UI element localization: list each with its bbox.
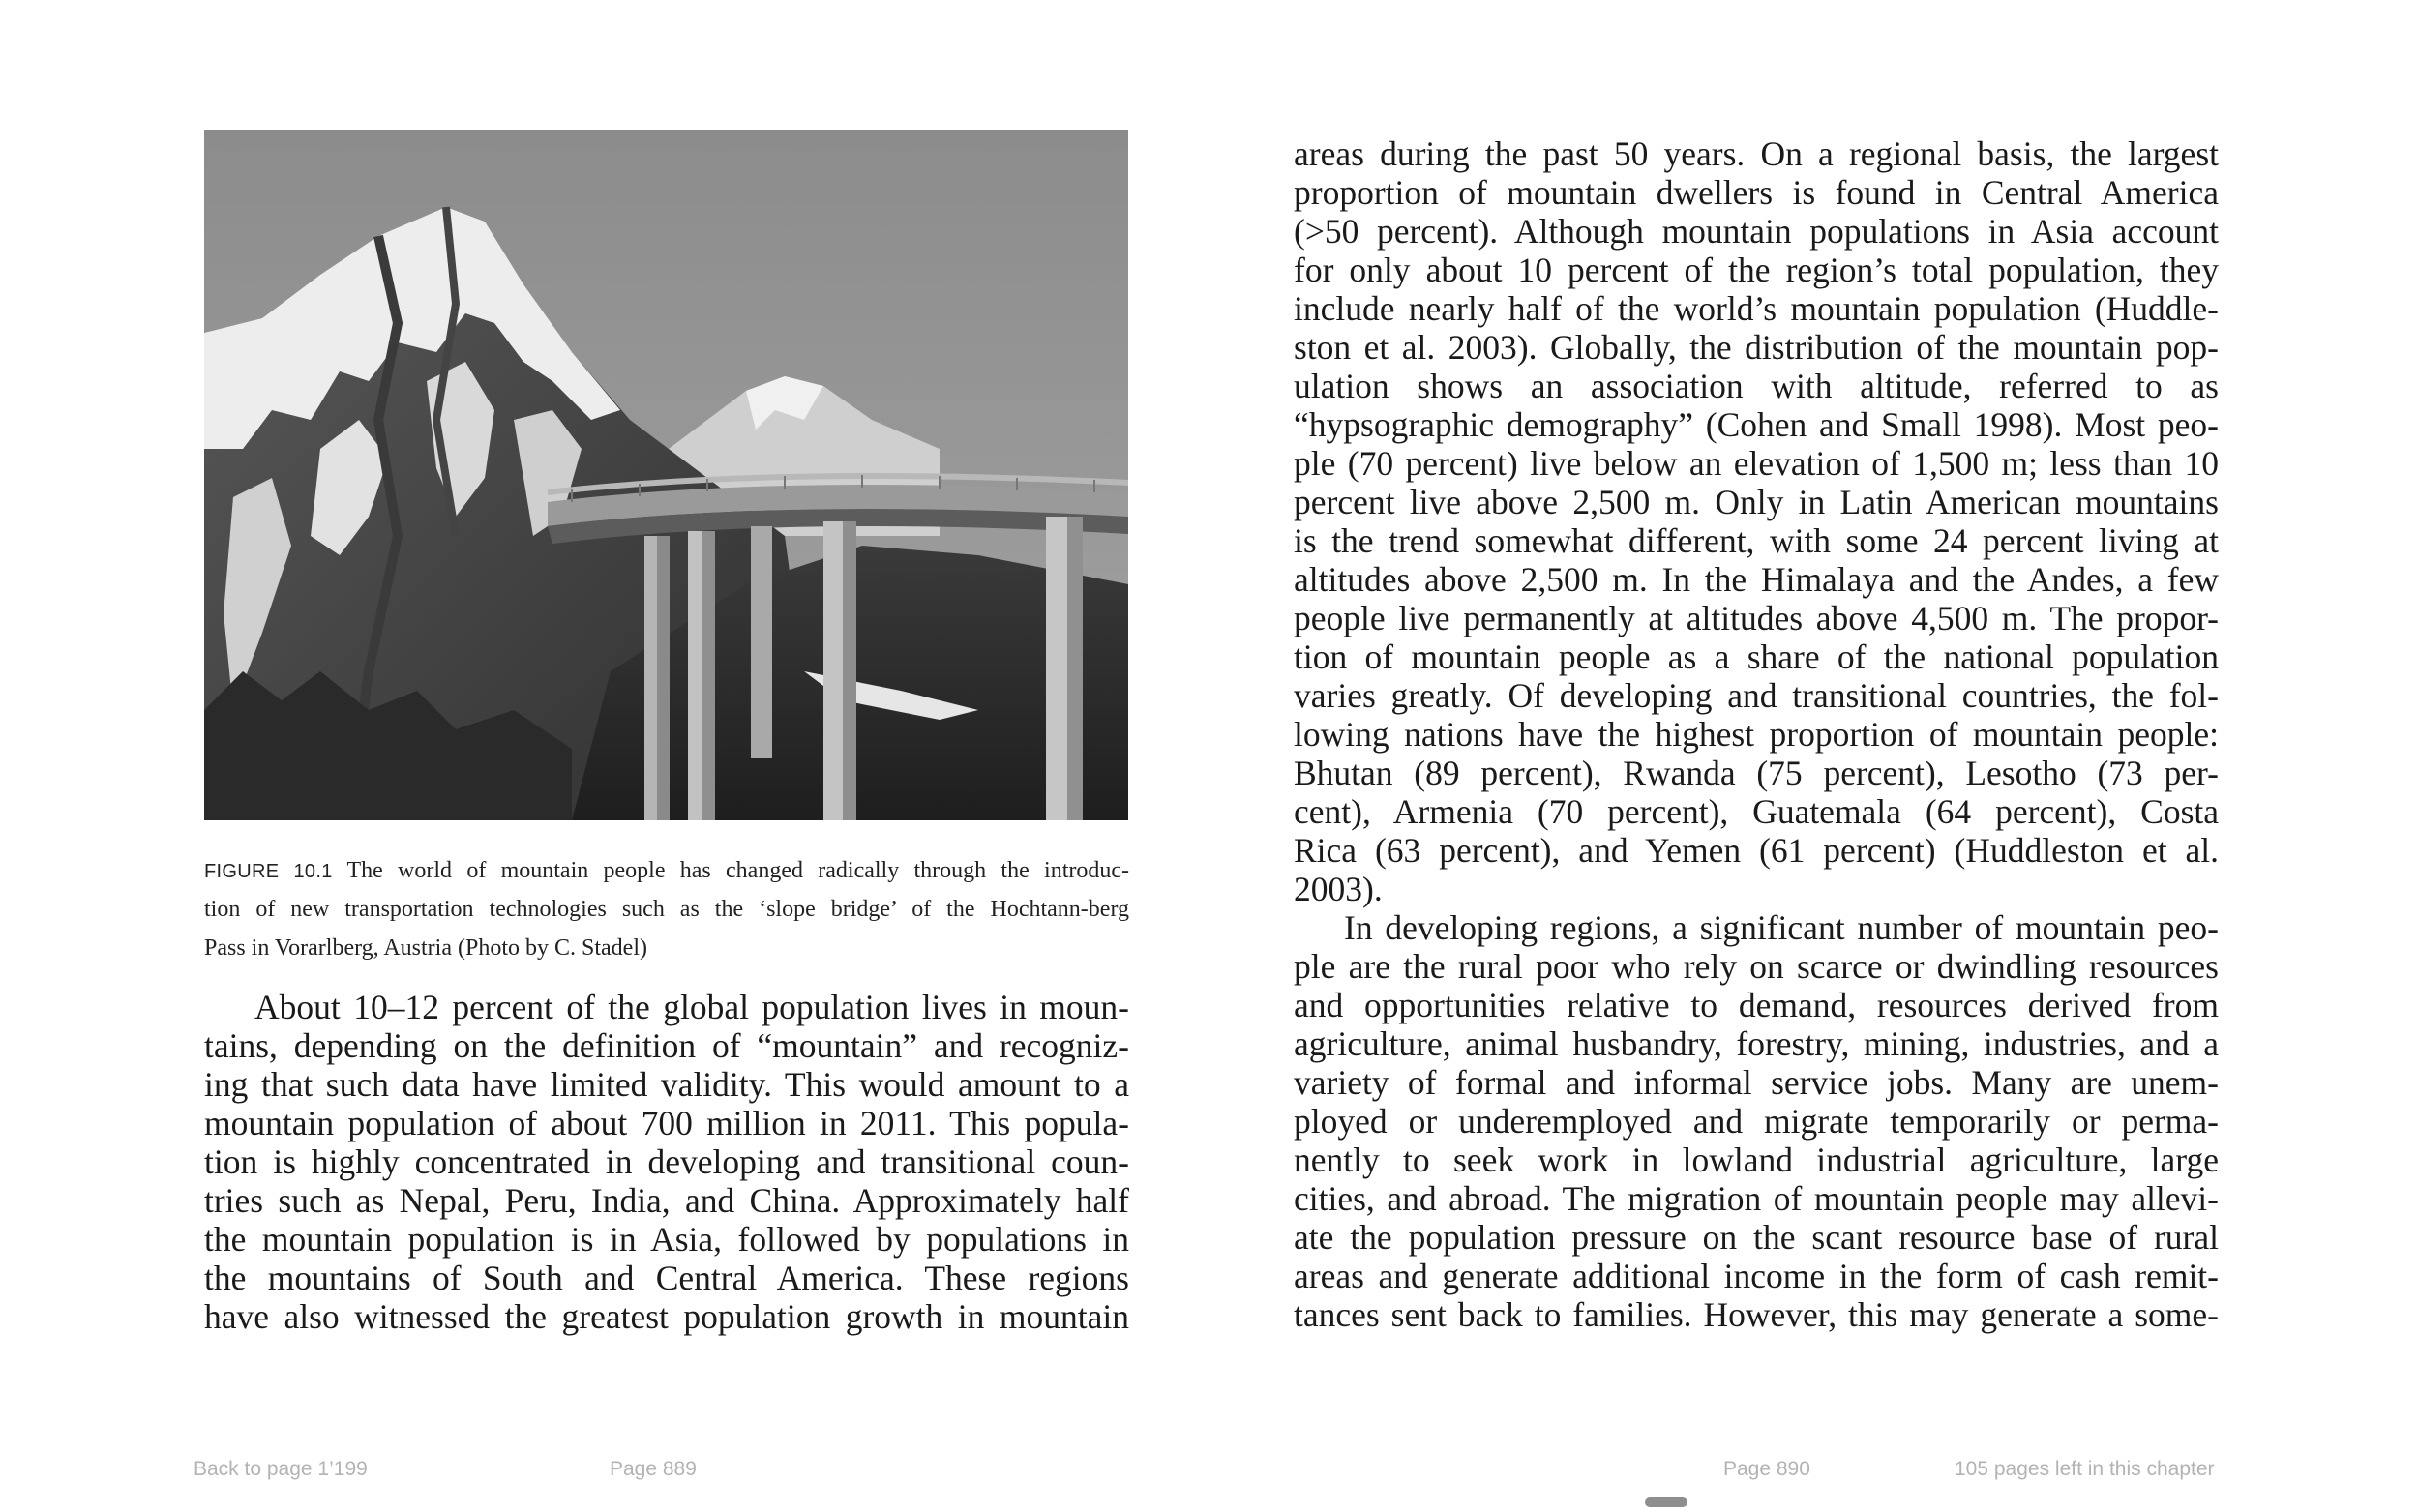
text-line: people live permanently at altitudes above 4,500 m. The propor- xyxy=(1294,599,2219,637)
left-page-number: Page 889 xyxy=(610,1458,697,1480)
text-line: About 10–12 percent of the global population lives in moun- xyxy=(254,988,1129,1026)
text-line: agriculture, animal husbandry, forestry, mining, industries, and a xyxy=(1294,1024,2219,1063)
caption-line: The world of mountain people has changed radically through the introduc- xyxy=(346,858,1129,883)
text-line: have also witnessed the greatest population growth in mountain xyxy=(204,1297,1129,1336)
text-line: mountain population of about 700 million in 2011. This popula- xyxy=(204,1104,1129,1142)
text-line: 2003). xyxy=(1294,870,1383,908)
text-line: include nearly half of the world’s mountain population (Huddle- xyxy=(1294,289,2219,328)
text-line: ing that such data have limited validity. This would amount to a xyxy=(204,1065,1129,1104)
text-line: for only about 10 percent of the region’s total population, they xyxy=(1294,251,2219,289)
text-line: tains, depending on the definition of “mountain” and recogniz- xyxy=(204,1026,1129,1065)
text-line: tries such as Nepal, Peru, India, and China. Approximately half xyxy=(204,1181,1129,1220)
text-line: proportion of mountain dwellers is found in Central America xyxy=(1294,173,2219,212)
text-line: areas and generate additional income in the form of cash remit- xyxy=(1294,1257,2219,1295)
figure-caption xyxy=(204,856,1129,972)
text-line: nently to seek work in lowland industrial agriculture, large xyxy=(1294,1141,2219,1179)
text-line: varies greatly. Of developing and transitional countries, the fol- xyxy=(1294,676,2219,715)
text-line: cities, and abroad. The migration of mountain people may allevi- xyxy=(1294,1179,2219,1218)
text-line: is the trend somewhat different, with some 24 percent living at xyxy=(1294,521,2219,560)
text-line: ston et al. 2003). Globally, the distribution of the mountain pop- xyxy=(1294,328,2219,367)
caption-line: Pass in Vorarlberg, Austria (Photo by C. Stadel) xyxy=(204,935,647,961)
text-line: cent), Armenia (70 percent), Guatemala (64 percent), Costa xyxy=(1294,792,2219,831)
text-line: ate the population pressure on the scant resource base of rural xyxy=(1294,1218,2219,1257)
text-line: Rica (63 percent), and Yemen (61 percent) (Huddleston et al. xyxy=(1294,831,2219,870)
text-line: (>50 percent). Although mountain populations in Asia account xyxy=(1294,212,2219,251)
back-to-page-link[interactable]: Back to page 1’199 xyxy=(194,1458,368,1480)
figure-photo-mountain-bridge xyxy=(204,130,1128,820)
figure-label: FIGURE 10.1 xyxy=(204,861,333,882)
text-line: lowing nations have the highest proportion of mountain people: xyxy=(1294,715,2219,754)
text-line: Bhutan (89 percent), Rwanda (75 percent), Lesotho (73 per- xyxy=(1294,754,2219,792)
text-line: ple are the rural poor who rely on scarce or dwindling resources xyxy=(1294,947,2219,986)
text-line: “hypsographic demography” (Cohen and Small 1998). Most peo- xyxy=(1294,405,2219,444)
right-page-number: Page 890 xyxy=(1723,1458,1810,1480)
text-line: areas during the past 50 years. On a regional basis, the largest xyxy=(1294,134,2219,173)
pages-left-indicator: 105 pages left in this chapter xyxy=(1955,1458,2215,1480)
text-line: altitudes above 2,500 m. In the Himalaya and the Andes, a few xyxy=(1294,560,2219,599)
text-line: ulation shows an association with altitude, referred to as xyxy=(1294,367,2219,405)
text-line: tion is highly concentrated in developing and transitional coun- xyxy=(204,1142,1129,1181)
text-line: ployed or underemployed and migrate temporarily or perma- xyxy=(1294,1102,2219,1141)
text-line: percent live above 2,500 m. Only in Latin American mountains xyxy=(1294,483,2219,521)
home-indicator-bar[interactable] xyxy=(1645,1497,1687,1507)
caption-line: tion of new transportation technologies such as the ‘slope bridge’ of the Hochtann-berg xyxy=(204,897,1129,922)
right-page-text xyxy=(1294,134,2219,1334)
right-page-paragraph-1 xyxy=(1294,134,2219,908)
left-page-paragraph xyxy=(204,988,1129,1336)
text-line: ple (70 percent) live below an elevation of 1,500 m; less than 10 xyxy=(1294,444,2219,483)
text-line: and opportunities relative to demand, resources derived from xyxy=(1294,986,2219,1024)
text-line: the mountains of South and Central America. These regions xyxy=(204,1259,1129,1297)
right-page-paragraph-2 xyxy=(1294,908,2219,1334)
text-line: tion of mountain people as a share of the national population xyxy=(1294,637,2219,676)
text-line: the mountain population is in Asia, followed by populations in xyxy=(204,1220,1129,1259)
text-line: In developing regions, a significant number of mountain peo- xyxy=(1344,908,2219,947)
text-line: tances sent back to families. However, this may generate a some- xyxy=(1294,1295,2219,1334)
text-line: variety of formal and informal service jobs. Many are unem- xyxy=(1294,1063,2219,1102)
